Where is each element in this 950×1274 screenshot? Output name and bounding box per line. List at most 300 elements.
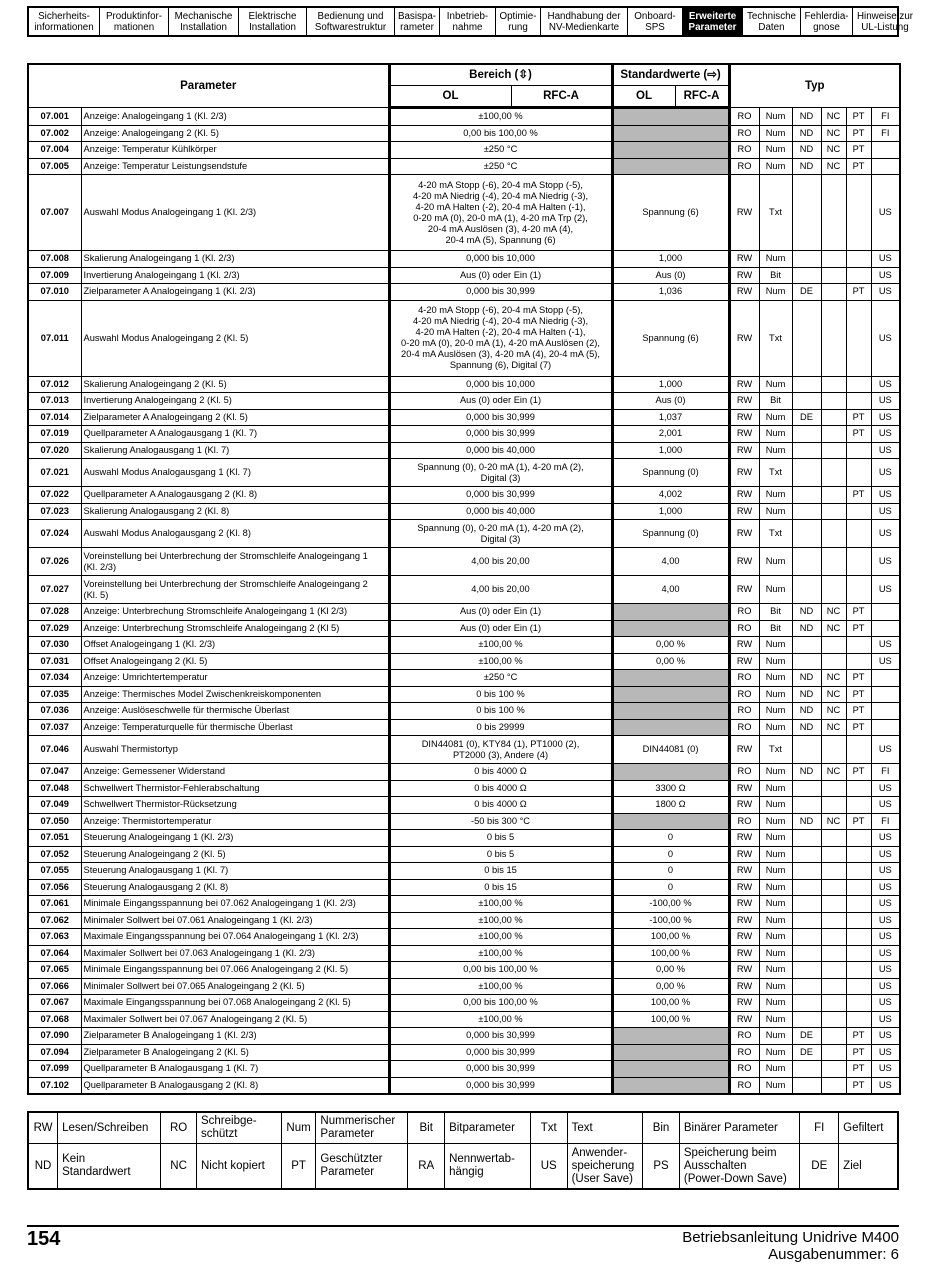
param-code: 07.022 bbox=[28, 487, 81, 504]
type-protect-flag bbox=[846, 393, 871, 410]
param-default: 0 bbox=[612, 830, 729, 847]
param-range: ±250 °C bbox=[389, 670, 612, 687]
table-row bbox=[28, 409, 900, 426]
type-format: Bit bbox=[759, 267, 792, 284]
param-range: Spannung (0), 0-20 mA (1), 4-20 mA (2), Digital (3) bbox=[389, 520, 612, 548]
type-copy-flag bbox=[821, 653, 846, 670]
param-code: 07.009 bbox=[28, 267, 81, 284]
param-range: -50 bis 300 °C bbox=[389, 813, 612, 830]
param-name: Skalierung Analogeingang 1 (Kl. 2/3) bbox=[81, 251, 389, 268]
header-range: Bereich (⇳) bbox=[389, 64, 612, 86]
table-row bbox=[28, 846, 900, 863]
legend-text: Text bbox=[567, 1112, 643, 1144]
type-access: RW bbox=[729, 520, 759, 548]
param-name: Quellparameter B Analogausgang 1 (Kl. 7) bbox=[81, 1061, 389, 1078]
param-default: Spannung (0) bbox=[612, 520, 729, 548]
type-protect-flag bbox=[846, 267, 871, 284]
type-protect-flag bbox=[846, 251, 871, 268]
param-default: Spannung (0) bbox=[612, 459, 729, 487]
nav-tab[interactable]: Elektrische Installation bbox=[239, 8, 307, 35]
param-code: 07.102 bbox=[28, 1077, 81, 1094]
type-format: Num bbox=[759, 879, 792, 896]
type-protect-flag bbox=[846, 300, 871, 376]
table-row bbox=[28, 962, 900, 979]
type-format: Num bbox=[759, 653, 792, 670]
type-save-flag: US bbox=[871, 251, 900, 268]
param-default: -100,00 % bbox=[612, 912, 729, 929]
param-code: 07.047 bbox=[28, 764, 81, 781]
param-name: Quellparameter A Analogausgang 1 (Kl. 7) bbox=[81, 426, 389, 443]
param-name: Offset Analogeingang 2 (Kl. 5) bbox=[81, 653, 389, 670]
table-row bbox=[28, 620, 900, 637]
type-save-flag: FI bbox=[871, 125, 900, 142]
param-name: Zielparameter B Analogeingang 2 (Kl. 5) bbox=[81, 1044, 389, 1061]
type-format: Num bbox=[759, 1077, 792, 1094]
param-range: 0,000 bis 40,000 bbox=[389, 503, 612, 520]
param-code: 07.066 bbox=[28, 978, 81, 995]
type-save-flag: US bbox=[871, 637, 900, 654]
type-format: Num bbox=[759, 719, 792, 736]
nav-tab[interactable]: Onboard- SPS bbox=[628, 8, 683, 35]
param-code: 07.037 bbox=[28, 719, 81, 736]
param-code: 07.062 bbox=[28, 912, 81, 929]
legend-table bbox=[27, 1111, 899, 1190]
type-access: RW bbox=[729, 978, 759, 995]
type-access: RW bbox=[729, 962, 759, 979]
type-copy-flag bbox=[821, 995, 846, 1012]
manual-title: Betriebsanleitung Unidrive M400 bbox=[682, 1229, 899, 1246]
type-protect-flag bbox=[846, 945, 871, 962]
table-row bbox=[28, 879, 900, 896]
parameter-table bbox=[27, 63, 901, 1095]
type-access: RW bbox=[729, 409, 759, 426]
type-copy-flag bbox=[821, 175, 846, 251]
header-default-rfca: RFC-A bbox=[675, 86, 729, 108]
type-save-flag: US bbox=[871, 896, 900, 913]
nav-tab[interactable]: Produktinfor- mationen bbox=[100, 8, 169, 35]
type-default-flag bbox=[792, 945, 821, 962]
type-default-flag: ND bbox=[792, 620, 821, 637]
type-default-flag: DE bbox=[792, 1028, 821, 1045]
param-default: 1,000 bbox=[612, 503, 729, 520]
param-name: Auswahl Modus Analogeingang 1 (Kl. 2/3) bbox=[81, 175, 389, 251]
legend-text: Nicht kopiert bbox=[196, 1144, 281, 1190]
legend-abbr: Bin bbox=[643, 1112, 680, 1144]
param-default bbox=[612, 108, 729, 126]
type-default-flag bbox=[792, 995, 821, 1012]
type-save-flag: US bbox=[871, 879, 900, 896]
type-access: RO bbox=[729, 1028, 759, 1045]
param-default bbox=[612, 670, 729, 687]
type-protect-flag bbox=[846, 459, 871, 487]
type-protect-flag: PT bbox=[846, 158, 871, 175]
param-code: 07.021 bbox=[28, 459, 81, 487]
table-row bbox=[28, 251, 900, 268]
param-code: 07.061 bbox=[28, 896, 81, 913]
type-format: Num bbox=[759, 846, 792, 863]
param-range: 4,00 bis 20,00 bbox=[389, 576, 612, 604]
nav-tab[interactable]: Optimie- rung bbox=[496, 8, 541, 35]
type-copy-flag bbox=[821, 929, 846, 946]
type-default-flag bbox=[792, 736, 821, 764]
nav-tab[interactable]: Fehlerdia- gnose bbox=[801, 8, 853, 35]
param-range: 0,000 bis 30,999 bbox=[389, 426, 612, 443]
type-default-flag bbox=[792, 442, 821, 459]
nav-tab[interactable]: Bedienung und Softwarestruktur bbox=[307, 8, 395, 35]
type-access: RO bbox=[729, 620, 759, 637]
param-code: 07.001 bbox=[28, 108, 81, 126]
type-copy-flag bbox=[821, 393, 846, 410]
param-code: 07.065 bbox=[28, 962, 81, 979]
type-copy-flag bbox=[821, 267, 846, 284]
type-access: RW bbox=[729, 251, 759, 268]
type-access: RW bbox=[729, 653, 759, 670]
param-range: ±100,00 % bbox=[389, 637, 612, 654]
type-save-flag: US bbox=[871, 797, 900, 814]
param-range: 0 bis 4000 Ω bbox=[389, 797, 612, 814]
legend-abbr: PT bbox=[281, 1144, 316, 1190]
type-copy-flag: NC bbox=[821, 764, 846, 781]
param-range: 0,00 bis 100,00 % bbox=[389, 995, 612, 1012]
param-name: Invertierung Analogeingang 1 (Kl. 2/3) bbox=[81, 267, 389, 284]
type-copy-flag bbox=[821, 442, 846, 459]
param-default bbox=[612, 158, 729, 175]
type-format: Txt bbox=[759, 736, 792, 764]
param-range: ±100,00 % bbox=[389, 1011, 612, 1028]
param-default: 1,000 bbox=[612, 376, 729, 393]
param-code: 07.052 bbox=[28, 846, 81, 863]
type-access: RO bbox=[729, 108, 759, 126]
type-access: RW bbox=[729, 637, 759, 654]
type-copy-flag: NC bbox=[821, 604, 846, 621]
legend-text: Kein Standardwert bbox=[58, 1144, 161, 1190]
type-save-flag: US bbox=[871, 736, 900, 764]
type-protect-flag: PT bbox=[846, 686, 871, 703]
type-save-flag: FI bbox=[871, 813, 900, 830]
table-row bbox=[28, 978, 900, 995]
type-save-flag: US bbox=[871, 300, 900, 376]
nav-tab[interactable]: Mechanische Installation bbox=[169, 8, 239, 35]
nav-tab[interactable]: Technische Daten bbox=[743, 8, 801, 35]
param-default bbox=[612, 1028, 729, 1045]
header-default: Standardwerte (⇨) bbox=[612, 64, 729, 86]
type-access: RW bbox=[729, 912, 759, 929]
type-format: Num bbox=[759, 1011, 792, 1028]
type-save-flag: US bbox=[871, 978, 900, 995]
param-default: 3300 Ω bbox=[612, 780, 729, 797]
type-save-flag: US bbox=[871, 1044, 900, 1061]
manual-info bbox=[682, 1229, 899, 1263]
param-default: 1,036 bbox=[612, 284, 729, 301]
table-row bbox=[28, 300, 900, 376]
type-save-flag: US bbox=[871, 1061, 900, 1078]
param-default: 4,00 bbox=[612, 548, 729, 576]
header-range-rfca: RFC-A bbox=[511, 86, 612, 108]
type-copy-flag bbox=[821, 426, 846, 443]
type-copy-flag bbox=[821, 548, 846, 576]
param-name: Minimaler Sollwert bei 07.065 Analogeingang 2 (Kl. 5) bbox=[81, 978, 389, 995]
type-access: RW bbox=[729, 300, 759, 376]
type-save-flag: US bbox=[871, 576, 900, 604]
type-format: Bit bbox=[759, 620, 792, 637]
type-protect-flag bbox=[846, 1011, 871, 1028]
table-row bbox=[28, 393, 900, 410]
type-save-flag bbox=[871, 620, 900, 637]
legend-text: Ziel bbox=[839, 1144, 898, 1190]
table-row bbox=[28, 125, 900, 142]
header-range-ol: OL bbox=[389, 86, 511, 108]
table-row bbox=[28, 487, 900, 504]
type-copy-flag: NC bbox=[821, 813, 846, 830]
type-access: RW bbox=[729, 1011, 759, 1028]
param-name: Auswahl Modus Analogausgang 1 (Kl. 7) bbox=[81, 459, 389, 487]
type-save-flag: US bbox=[871, 487, 900, 504]
legend-text: Anwender- speicherung (User Save) bbox=[567, 1144, 643, 1190]
type-default-flag bbox=[792, 929, 821, 946]
type-format: Num bbox=[759, 409, 792, 426]
type-access: RW bbox=[729, 945, 759, 962]
param-name: Anzeige: Analogeingang 1 (Kl. 2/3) bbox=[81, 108, 389, 126]
legend-abbr: PS bbox=[643, 1144, 680, 1190]
param-name: Auswahl Modus Analogausgang 2 (Kl. 8) bbox=[81, 520, 389, 548]
type-access: RW bbox=[729, 267, 759, 284]
param-range: 0 bis 4000 Ω bbox=[389, 764, 612, 781]
param-name: Anzeige: Gemessener Widerstand bbox=[81, 764, 389, 781]
type-access: RW bbox=[729, 548, 759, 576]
type-format: Num bbox=[759, 426, 792, 443]
type-protect-flag: PT bbox=[846, 409, 871, 426]
param-range: 4-20 mA Stopp (-6), 20-4 mA Stopp (-5), 4-20 mA Niedrig (-4), 20-4 mA Niedrig (-3), 4-20 mA Halten (-2), 20-4 mA Halten (-1), 0-20 mA (0), 20-0 mA (1), 4-20 mA Trp (2), 20-4 mA Auslösen (3), 4-20 mA (4), 20-4 mA (5), Spannung (6) bbox=[389, 175, 612, 251]
type-save-flag: US bbox=[871, 1011, 900, 1028]
table-row bbox=[28, 376, 900, 393]
param-range: 0,000 bis 40,000 bbox=[389, 442, 612, 459]
param-code: 07.067 bbox=[28, 995, 81, 1012]
param-code: 07.090 bbox=[28, 1028, 81, 1045]
type-copy-flag bbox=[821, 1028, 846, 1045]
type-protect-flag: PT bbox=[846, 142, 871, 159]
param-name: Minimaler Sollwert bei 07.061 Analogeingang 1 (Kl. 2/3) bbox=[81, 912, 389, 929]
legend-abbr: Txt bbox=[530, 1112, 567, 1144]
type-save-flag bbox=[871, 142, 900, 159]
type-protect-flag: PT bbox=[846, 1028, 871, 1045]
legend-text: Nummerischer Parameter bbox=[316, 1112, 408, 1144]
param-default: 0,00 % bbox=[612, 962, 729, 979]
param-name: Anzeige: Unterbrechung Stromschleife Analogeingang 2 (Kl 5) bbox=[81, 620, 389, 637]
type-default-flag bbox=[792, 376, 821, 393]
param-code: 07.094 bbox=[28, 1044, 81, 1061]
type-format: Num bbox=[759, 442, 792, 459]
type-default-flag: ND bbox=[792, 813, 821, 830]
type-access: RW bbox=[729, 503, 759, 520]
param-default: 0 bbox=[612, 863, 729, 880]
type-copy-flag bbox=[821, 912, 846, 929]
type-default-flag: ND bbox=[792, 686, 821, 703]
type-format: Num bbox=[759, 251, 792, 268]
type-access: RW bbox=[729, 459, 759, 487]
type-format: Num bbox=[759, 962, 792, 979]
type-access: RW bbox=[729, 175, 759, 251]
param-range: 0,000 bis 30,999 bbox=[389, 1044, 612, 1061]
type-format: Txt bbox=[759, 300, 792, 376]
type-save-flag bbox=[871, 686, 900, 703]
param-name: Maximale Eingangsspannung bei 07.068 Analogeingang 2 (Kl. 5) bbox=[81, 995, 389, 1012]
type-protect-flag: PT bbox=[846, 719, 871, 736]
param-code: 07.035 bbox=[28, 686, 81, 703]
type-format: Num bbox=[759, 1028, 792, 1045]
legend-row bbox=[28, 1112, 898, 1144]
param-name: Minimale Eingangsspannung bei 07.066 Analogeingang 2 (Kl. 5) bbox=[81, 962, 389, 979]
type-copy-flag bbox=[821, 487, 846, 504]
type-format: Num bbox=[759, 780, 792, 797]
param-code: 07.068 bbox=[28, 1011, 81, 1028]
type-copy-flag bbox=[821, 376, 846, 393]
param-default: 4,002 bbox=[612, 487, 729, 504]
type-access: RO bbox=[729, 604, 759, 621]
table-row bbox=[28, 284, 900, 301]
table-row bbox=[28, 520, 900, 548]
param-range: 0 bis 4000 Ω bbox=[389, 780, 612, 797]
type-save-flag: US bbox=[871, 520, 900, 548]
param-name: Anzeige: Umrichtertemperatur bbox=[81, 670, 389, 687]
type-default-flag: ND bbox=[792, 703, 821, 720]
table-row bbox=[28, 108, 900, 126]
param-code: 07.014 bbox=[28, 409, 81, 426]
param-default bbox=[612, 142, 729, 159]
type-save-flag: US bbox=[871, 376, 900, 393]
type-save-flag: FI bbox=[871, 764, 900, 781]
param-default: Spannung (6) bbox=[612, 175, 729, 251]
type-access: RO bbox=[729, 125, 759, 142]
type-copy-flag bbox=[821, 1061, 846, 1078]
type-copy-flag: NC bbox=[821, 719, 846, 736]
type-save-flag: US bbox=[871, 1077, 900, 1094]
legend-abbr: RO bbox=[161, 1112, 197, 1144]
param-code: 07.013 bbox=[28, 393, 81, 410]
type-save-flag: US bbox=[871, 945, 900, 962]
type-default-flag bbox=[792, 487, 821, 504]
nav-tab[interactable]: Erweiterte Parameter bbox=[683, 8, 743, 35]
type-format: Num bbox=[759, 686, 792, 703]
param-code: 07.046 bbox=[28, 736, 81, 764]
type-format: Num bbox=[759, 503, 792, 520]
table-row bbox=[28, 719, 900, 736]
type-copy-flag bbox=[821, 576, 846, 604]
type-default-flag: ND bbox=[792, 142, 821, 159]
type-access: RW bbox=[729, 426, 759, 443]
param-default: 1800 Ω bbox=[612, 797, 729, 814]
param-default: Spannung (6) bbox=[612, 300, 729, 376]
param-default: -100,00 % bbox=[612, 896, 729, 913]
table-row bbox=[28, 929, 900, 946]
param-code: 07.023 bbox=[28, 503, 81, 520]
nav-tab[interactable]: Hinweise zur UL-Listung bbox=[856, 10, 914, 33]
param-code: 07.004 bbox=[28, 142, 81, 159]
type-save-flag: US bbox=[871, 284, 900, 301]
type-copy-flag: NC bbox=[821, 158, 846, 175]
param-code: 07.056 bbox=[28, 879, 81, 896]
type-copy-flag bbox=[821, 1011, 846, 1028]
table-row bbox=[28, 459, 900, 487]
type-default-flag bbox=[792, 175, 821, 251]
header-default-ol: OL bbox=[612, 86, 675, 108]
legend-text: Schreibge- schützt bbox=[196, 1112, 281, 1144]
nav-tab[interactable]: Basispa- rameter bbox=[395, 8, 440, 35]
param-range: ±250 °C bbox=[389, 158, 612, 175]
type-access: RO bbox=[729, 719, 759, 736]
type-format: Num bbox=[759, 929, 792, 946]
type-protect-flag: PT bbox=[846, 284, 871, 301]
nav-tab[interactable]: Handhabung der NV-Medienkarte bbox=[541, 8, 628, 35]
param-name: Anzeige: Thermisches Model Zwischenkreiskomponenten bbox=[81, 686, 389, 703]
type-protect-flag bbox=[846, 912, 871, 929]
param-range: ±250 °C bbox=[389, 142, 612, 159]
type-save-flag: US bbox=[871, 442, 900, 459]
param-name: Anzeige: Unterbrechung Stromschleife Analogeingang 1 (Kl 2/3) bbox=[81, 604, 389, 621]
type-save-flag: US bbox=[871, 846, 900, 863]
table-row bbox=[28, 896, 900, 913]
legend-abbr: ND bbox=[28, 1144, 58, 1190]
type-access: RW bbox=[729, 780, 759, 797]
type-protect-flag bbox=[846, 863, 871, 880]
type-format: Num bbox=[759, 142, 792, 159]
param-name: Steuerung Analogeingang 1 (Kl. 2/3) bbox=[81, 830, 389, 847]
param-code: 07.048 bbox=[28, 780, 81, 797]
param-range: 0 bis 15 bbox=[389, 863, 612, 880]
param-name: Anzeige: Temperatur Kühlkörper bbox=[81, 142, 389, 159]
type-copy-flag bbox=[821, 879, 846, 896]
type-default-flag bbox=[792, 846, 821, 863]
type-copy-flag bbox=[821, 863, 846, 880]
type-default-flag: ND bbox=[792, 719, 821, 736]
type-copy-flag bbox=[821, 1044, 846, 1061]
type-default-flag bbox=[792, 548, 821, 576]
type-default-flag bbox=[792, 520, 821, 548]
type-protect-flag bbox=[846, 653, 871, 670]
type-copy-flag bbox=[821, 780, 846, 797]
type-default-flag bbox=[792, 251, 821, 268]
type-default-flag: ND bbox=[792, 125, 821, 142]
table-row bbox=[28, 686, 900, 703]
param-range: 4-20 mA Stopp (-6), 20-4 mA Stopp (-5), 4-20 mA Niedrig (-4), 20-4 mA Niedrig (-3), 4-20 mA Halten (-2), 20-4 mA Halten (-1), 0-20 mA (0), 20-0 mA (1), 4-20 mA Auslösen (2), 20-4 mA Auslösen (3), 4-20 mA (4), 20-4 mA (5), Spannung (6), Digital (7) bbox=[389, 300, 612, 376]
type-format: Num bbox=[759, 813, 792, 830]
param-name: Voreinstellung bei Unterbrechung der Stromschleife Analogeingang 1 (Kl. 2/3) bbox=[81, 548, 389, 576]
param-code: 07.050 bbox=[28, 813, 81, 830]
param-code: 07.007 bbox=[28, 175, 81, 251]
param-default: 100,00 % bbox=[612, 995, 729, 1012]
param-name: Auswahl Thermistortyp bbox=[81, 736, 389, 764]
type-access: RW bbox=[729, 995, 759, 1012]
type-copy-flag bbox=[821, 284, 846, 301]
type-default-flag: ND bbox=[792, 108, 821, 126]
type-save-flag: US bbox=[871, 503, 900, 520]
param-default bbox=[612, 703, 729, 720]
param-name: Zielparameter A Analogeingang 1 (Kl. 2/3) bbox=[81, 284, 389, 301]
param-default bbox=[612, 813, 729, 830]
type-copy-flag bbox=[821, 459, 846, 487]
param-range: 0,000 bis 10,000 bbox=[389, 376, 612, 393]
type-access: RW bbox=[729, 896, 759, 913]
table-row bbox=[28, 736, 900, 764]
param-default: 0,00 % bbox=[612, 653, 729, 670]
table-row bbox=[28, 1077, 900, 1094]
legend-text: Bitparameter bbox=[445, 1112, 531, 1144]
param-default: 1,000 bbox=[612, 442, 729, 459]
param-default bbox=[612, 1061, 729, 1078]
type-copy-flag bbox=[821, 830, 846, 847]
param-default: 2,001 bbox=[612, 426, 729, 443]
nav-tab[interactable]: Sicherheits- informationen bbox=[29, 8, 100, 35]
nav-tab[interactable]: Inbetrieb- nahme bbox=[440, 8, 496, 35]
